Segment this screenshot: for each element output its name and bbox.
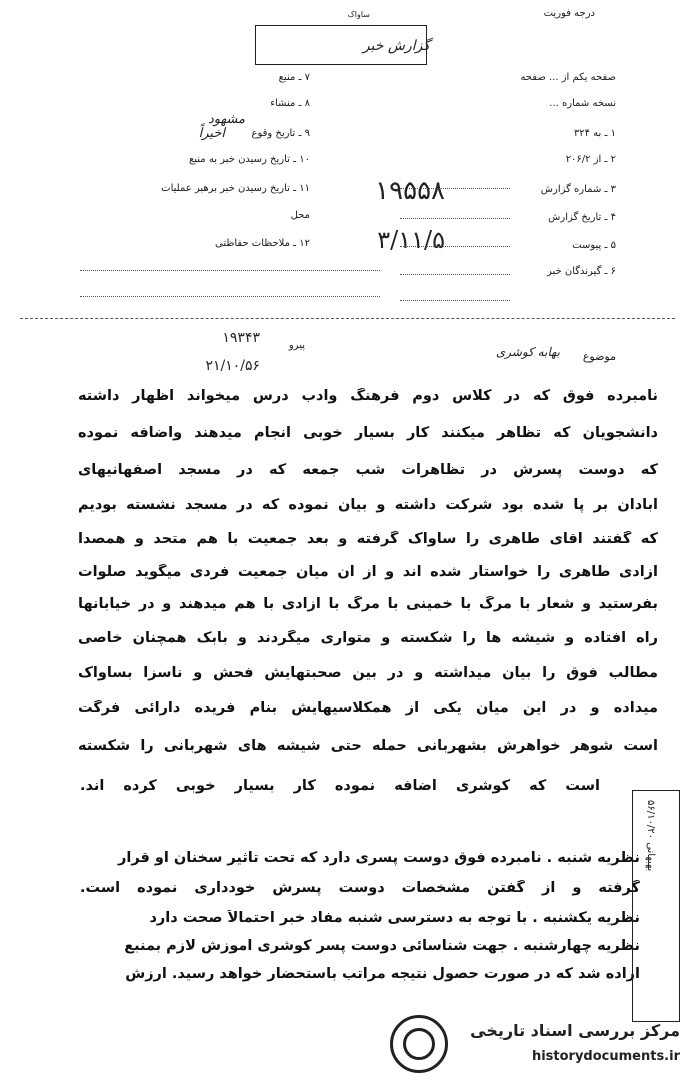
dotted-line [400, 274, 510, 275]
stamp-number: ۱۹۵۵۸ [375, 176, 445, 206]
analysis-line: نظریه چهارشنبه . جهت شناسائی دوست پسر کوشری آموزش لازم بمنبع [124, 938, 640, 954]
field-page: صفحه یکم از ... صفحه [520, 72, 616, 83]
field-origin: ۸ ـ منشاء [270, 98, 310, 109]
analysis-line: نظریه یکشنبه . با توجه به دسترسی شنبه مفاد خبر احتمالاً صحت دارد [149, 910, 640, 926]
field-arrival-date-source: ۱۰ ـ تاریخ رسیدن خبر به منبع [188, 154, 310, 165]
dotted-line [80, 270, 380, 271]
reference-date: ۲۱/۱۰/۵۶ [205, 358, 260, 374]
field-security-notes: ۱۲ ـ ملاحظات حفاظتی [215, 238, 310, 249]
reference-side-label: پیرو [288, 340, 305, 351]
title-box [255, 25, 427, 65]
top-small-text: ساواک [347, 10, 370, 19]
body-line: است شوهر خواهرش بشهربانی حمله حتی شیشه های شهربانی را شکسته [78, 738, 658, 754]
side-stamp-text: بهبهانی ۵۶/۱۰/۲۰ [645, 800, 656, 872]
field-source: ۷ ـ منبع [278, 72, 310, 83]
body-line: مطالب فوق را بیان میداشته و در بین صحبتهایش فحش و ناسزا بساواک [78, 665, 658, 681]
body-line: آبادان بر پا شده بود شرکت داشته و بیان نموده که در مسجد نشسته بودیم [78, 497, 658, 513]
analysis-line: اراده شد که در صورت حصول نتیجه مراتب باستحضار خواهد رسید. ارزش [125, 966, 640, 982]
body-line: که دوست پسرش در تظاهرات شب جمعه که در مسجد اصفهانیهای [78, 462, 658, 478]
field-arrival-date-ops: ۱۱ ـ تاریخ رسیدن خبر برهبر عملیات [161, 183, 310, 194]
dotted-line [400, 246, 510, 247]
archive-watermark [380, 1009, 680, 1079]
separator-line [20, 318, 675, 319]
body-line: نامبرده فوق که در کلاس دوم فرهنگ وادب درس میخواند اظهار داشته [78, 388, 658, 404]
field-2-from: ۲ ـ از ۲۰۶/۲ [565, 154, 616, 165]
field-event-date: ۹ ـ تاریخ وقوع [251, 128, 310, 139]
body-line: گرفته و از گفتن مشخصات دوست پسرش خودداری نموده است. [80, 880, 640, 896]
watermark-title: مرکز بررسی اسناد تاریخی [470, 1021, 680, 1040]
field-1-to: ۱ ـ به ۳۲۴ [573, 128, 616, 139]
dotted-line [80, 296, 380, 297]
dotted-line [400, 188, 510, 189]
dotted-line [400, 218, 510, 219]
field-copy-number: نسخه شماره ... [549, 98, 616, 109]
field-place: محل [290, 210, 310, 221]
priority-degree-label: درجه فوریت [543, 8, 595, 19]
report-title: گزارش خبر [362, 38, 430, 54]
subject-value: بهابه کوشری [495, 345, 560, 359]
body-line: دانشجویان که تظاهر میکنند کار بسیار خوبی انجام میدهند واضافه نموده [78, 425, 658, 441]
subject-label: موضوع [582, 350, 616, 363]
body-line: بفرستید و شعار با مرگ با خمینی با مرگ با آزادی با هم میدهند و در خیابانها [78, 596, 658, 612]
body-line: آزادی طاهری را خواستار شده اند و از آن میان جمعیت فردی میگوید صلوات [78, 564, 658, 580]
hand-value-1: مشهود [207, 112, 245, 127]
body-line: که گفتند آقای طاهری را ساواک گرفته و بعد جمعیت با هم متحد و همصدا [78, 531, 658, 547]
side-stamp [632, 790, 680, 1022]
body-line: میداده و در این میان یکی از همکلاسیهایش بنام فریده دارائی فرگت [78, 700, 658, 716]
hand-value-2: اخیراً [198, 126, 225, 141]
field-report-date: ۴ ـ تاریخ گزارش [548, 212, 616, 223]
field-news-tellers: ۶ ـ گیرندگان خبر [546, 266, 616, 277]
archive-logo-icon [390, 1015, 448, 1073]
body-line: است که کوشری اضافه نموده کار بسیار خوبی کرده اند. [80, 778, 600, 794]
watermark-url: historydocuments.ir [531, 1049, 680, 1064]
stamp-date: ۳/۱۱/۵ [377, 226, 445, 254]
dotted-line [400, 300, 510, 301]
body-line: نظریه شنبه . نامبرده فوق دوست پسری دارد که تحت تاثیر سخنان او قرار [118, 850, 640, 866]
field-report-number: ۳ ـ شماره گزارش [540, 184, 616, 195]
reference-number: ۱۹۳۴۳ [222, 330, 260, 346]
field-attachments: ۵ ـ پیوست [572, 240, 616, 251]
body-line: راه افتاده و شیشه ها را شکسته و متواری میگردند و بابک همچنان خاصی [78, 630, 658, 646]
